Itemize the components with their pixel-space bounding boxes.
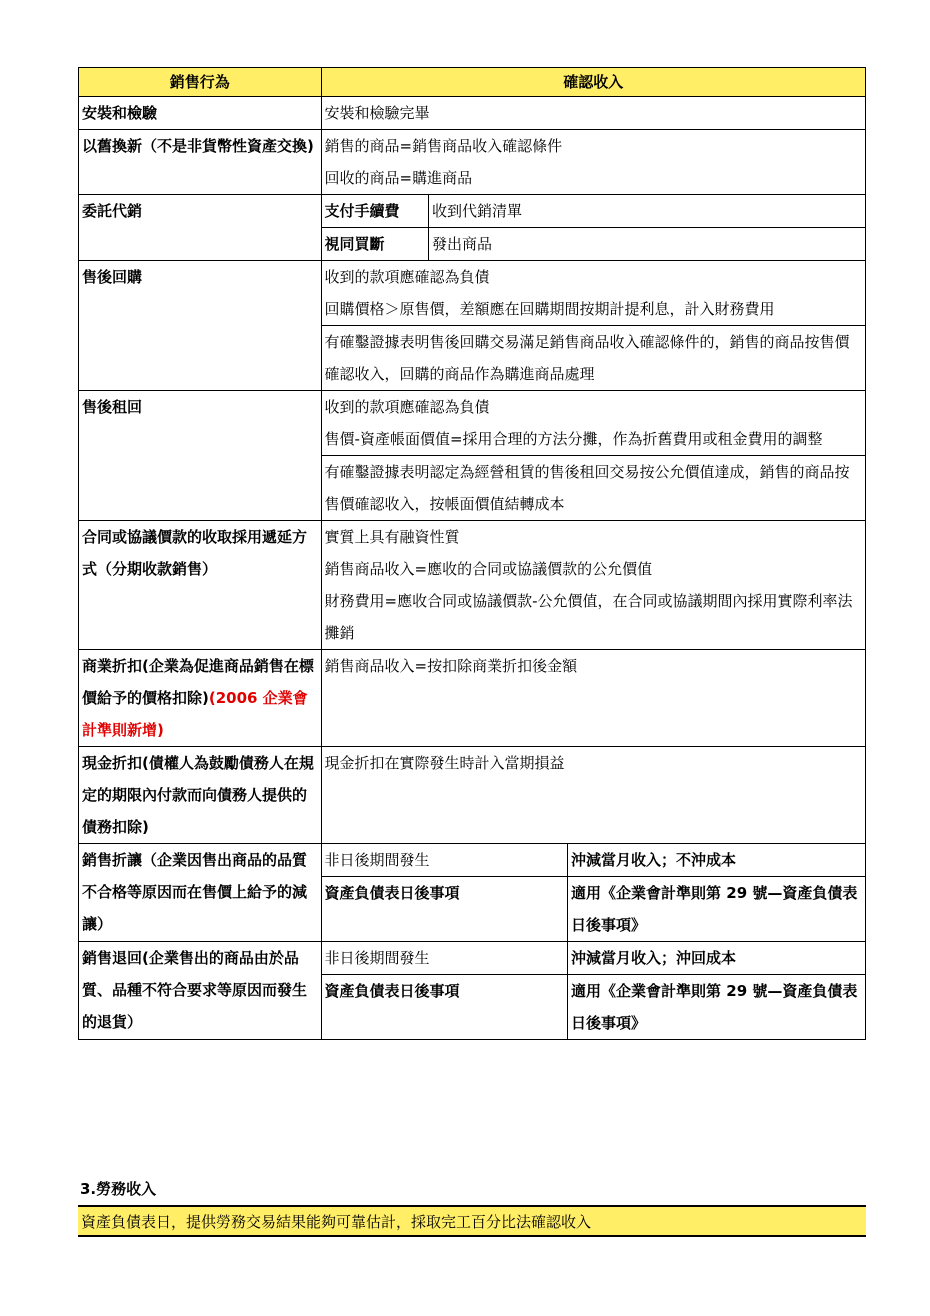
row-label: 銷售折讓（企業因售出商品的品質不合格等原因而在售價上給予的減讓） bbox=[79, 844, 322, 942]
value-line: 實質上具有融資性質 bbox=[324, 528, 460, 546]
table-row bbox=[79, 97, 866, 130]
sub-label: 視同買斷 bbox=[322, 228, 429, 261]
subtable-row bbox=[322, 942, 865, 975]
value-block bbox=[322, 326, 865, 390]
value-line: 財務費用=應收合同或協議價款-公允價值，在合同或協議期間內採用實際利率法攤銷 bbox=[324, 592, 853, 642]
sub-value: 沖減當月收入；沖回成本 bbox=[568, 942, 865, 975]
sub-value: 收到代銷清單 bbox=[429, 195, 865, 228]
new-standard-note: (2006 企業會計準則新增) bbox=[82, 689, 308, 739]
subtable-row bbox=[322, 195, 865, 228]
value-block bbox=[322, 391, 865, 456]
header-sales-behavior: 銷售行為 bbox=[79, 68, 322, 97]
table-row bbox=[79, 391, 866, 521]
subtable-row bbox=[322, 877, 865, 942]
row-value bbox=[321, 521, 865, 650]
row-label: 售後租回 bbox=[79, 391, 322, 521]
row-value bbox=[321, 942, 865, 1040]
row-value bbox=[321, 261, 865, 391]
sales-revenue-table bbox=[78, 67, 866, 1040]
row-label: 現金折扣(債權人為鼓勵債務人在規定的期限內付款而向債務人提供的債務扣除) bbox=[79, 747, 322, 844]
subtable-row bbox=[322, 844, 865, 877]
value-line: 回購價格＞原售價，差額應在回購期間按期計提利息，計入財務費用 bbox=[324, 300, 775, 318]
value-line: 有確鑿證據表明認定為經營租賃的售後租回交易按公允價值達成，銷售的商品按售價確認收入，按帳面價值結轉成本 bbox=[324, 463, 850, 513]
sub-value: 沖減當月收入；不沖成本 bbox=[568, 844, 865, 877]
row-value bbox=[321, 391, 865, 521]
row-value bbox=[321, 130, 865, 195]
subtable bbox=[322, 195, 865, 260]
value-line: 回收的商品=購進商品 bbox=[324, 169, 473, 187]
row-label: 委託代銷 bbox=[79, 195, 322, 261]
table-row bbox=[79, 650, 866, 747]
subtable-row bbox=[322, 228, 865, 261]
subtable bbox=[322, 844, 865, 941]
sub-value: 適用《企業會計準則第 29 號—資產負債表日後事項》 bbox=[571, 982, 858, 1032]
value-line: 銷售商品收入=應收的合同或協議價款的公允價值 bbox=[324, 560, 653, 578]
row-label: 合同或協議價款的收取採用遞延方式（分期收款銷售） bbox=[79, 521, 322, 650]
row-label: 銷售退回(企業售出的商品由於品質、品種不符合要求等原因而發生的退貨） bbox=[79, 942, 322, 1040]
label-text: 商業折扣(企業為促進商品銷售在標價給予的價格扣除) bbox=[82, 657, 314, 707]
sub-label: 非日後期間發生 bbox=[322, 942, 568, 975]
table-row bbox=[79, 521, 866, 650]
section-title: 3.勞務收入 bbox=[80, 1180, 157, 1198]
table-row bbox=[79, 195, 866, 261]
sub-label: 資產負債表日後事項 bbox=[322, 877, 568, 942]
header-revenue-recognition: 確認收入 bbox=[321, 68, 865, 97]
subtable bbox=[322, 942, 865, 1039]
subtable-row bbox=[322, 975, 865, 1040]
row-label bbox=[79, 650, 322, 747]
row-label: 安裝和檢驗 bbox=[79, 97, 322, 130]
table-row bbox=[79, 261, 866, 391]
sub-label: 非日後期間發生 bbox=[322, 844, 568, 877]
sub-value: 適用《企業會計準則第 29 號—資產負債表日後事項》 bbox=[571, 884, 858, 934]
value-line: 銷售的商品=銷售商品收入確認條件 bbox=[324, 137, 563, 155]
table-row bbox=[79, 942, 866, 1040]
sub-label: 資產負債表日後事項 bbox=[322, 975, 568, 1040]
value-line: 收到的款項應確認為負債 bbox=[324, 268, 490, 286]
row-value: 安裝和檢驗完畢 bbox=[321, 97, 865, 130]
value-block bbox=[322, 261, 865, 326]
row-label: 售後回購 bbox=[79, 261, 322, 391]
row-label: 以舊換新（不是非貨幣性資產交換) bbox=[79, 130, 322, 195]
row-value bbox=[321, 844, 865, 942]
table-row bbox=[79, 844, 866, 942]
value-line: 有確鑿證據表明售後回購交易滿足銷售商品收入確認條件的，銷售的商品按售價確認收入，回購的商品作為購進商品處理 bbox=[324, 333, 850, 383]
table-header-row bbox=[79, 68, 866, 97]
highlight-bar: 資產負債表日，提供勞務交易結果能夠可靠估計，採取完工百分比法確認收入 bbox=[78, 1205, 866, 1237]
value-line: 收到的款項應確認為負債 bbox=[324, 398, 490, 416]
value-line: 售價-資產帳面價值=採用合理的方法分攤，作為折舊費用或租金費用的調整 bbox=[324, 430, 823, 448]
row-value: 現金折扣在實際發生時計入當期損益 bbox=[321, 747, 865, 844]
sub-label: 支付手續費 bbox=[322, 195, 429, 228]
table-row bbox=[79, 130, 866, 195]
table-row bbox=[79, 747, 866, 844]
sub-value: 發出商品 bbox=[432, 235, 493, 253]
value-block bbox=[322, 456, 865, 520]
row-value bbox=[321, 195, 865, 261]
row-value: 銷售商品收入=按扣除商業折扣後金額 bbox=[321, 650, 865, 747]
